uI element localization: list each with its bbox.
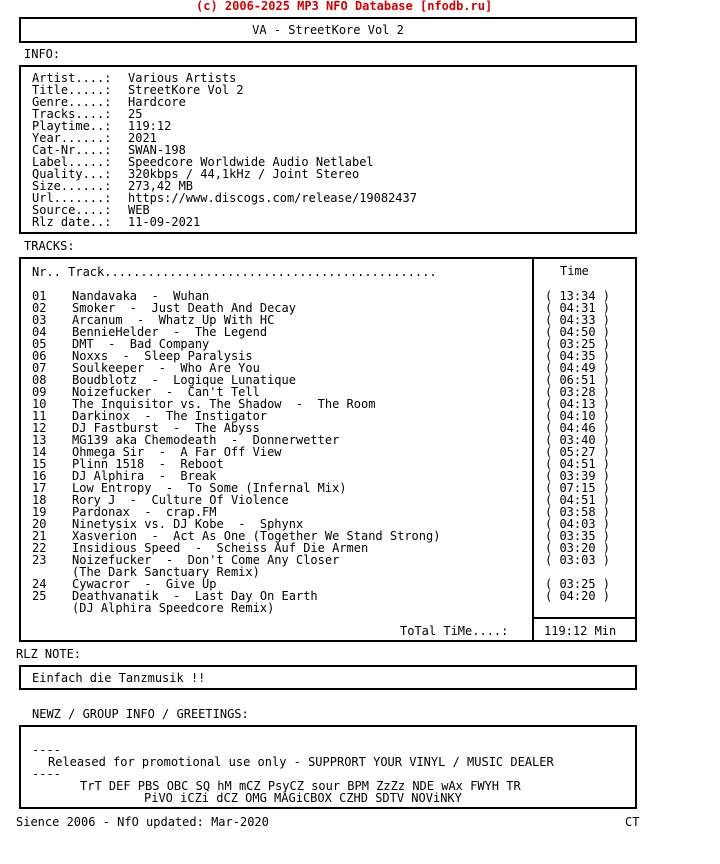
release-title: VA - StreetKore Vol 2 [252, 23, 404, 37]
track-number: 02 [32, 301, 47, 315]
copyright-banner[interactable]: (c) 2006-2025 MP3 NFO Database [nfodb.ru] [196, 0, 493, 13]
track-time: ( 03:25 ) [545, 337, 611, 351]
info-value: 25 [128, 107, 143, 121]
track-title: Deathvanatik - Last Day On Earth [72, 589, 318, 603]
track-title: Noizefucker - Don't Come Any Closer [72, 553, 340, 567]
info-key: Artist....: [32, 71, 112, 85]
tracks-box [19, 257, 637, 642]
info-value: 273,42 MB [128, 179, 194, 193]
track-title: DJ Alphira - Break [72, 469, 217, 483]
total-label: ToTal TiMe....: [400, 624, 509, 638]
track-time: ( 04:10 ) [545, 409, 611, 423]
track-title: Smoker - Just Death And Decay [72, 301, 296, 315]
track-title: Nandavaka - Wuhan [72, 289, 210, 303]
track-time: ( 03:35 ) [545, 529, 611, 543]
track-number: 19 [32, 505, 47, 519]
track-time: ( 04:13 ) [545, 397, 611, 411]
track-title: The Inquisitor vs. The Shadow - The Room [72, 397, 376, 411]
track-title: Insidious Speed - Scheiss Auf Die Armen [72, 541, 369, 555]
info-key: Playtime..: [32, 119, 112, 133]
track-time: ( 04:51 ) [545, 457, 611, 471]
track-time: ( 04:33 ) [545, 313, 611, 327]
track-title: Boudblotz - Logique Lunatique [72, 373, 296, 387]
time-header: Time [560, 264, 589, 278]
track-number: 20 [32, 517, 47, 531]
greetings-line-1: TrT DEF PBS OBC SQ hM mCZ PsyCZ sour BPM ZzZz NDE wAx FWYH TR [80, 779, 521, 793]
track-subtitle: (DJ Alphira Speedcore Remix) [72, 601, 275, 615]
rlz-note-heading: RLZ NOTE: [16, 647, 82, 661]
info-key: Cat-Nr....: [32, 143, 112, 157]
footer-initials: CT [625, 815, 640, 829]
track-title: Ninetysix vs. DJ Kobe - Sphynx [72, 517, 304, 531]
track-time: ( 04:46 ) [545, 421, 611, 435]
track-title: Noizefucker - Can't Tell [72, 385, 260, 399]
track-number: 06 [32, 349, 47, 363]
track-number: 14 [32, 445, 47, 459]
info-key: Tracks....: [32, 107, 112, 121]
track-title: Ohmega Sir - A Far Off View [72, 445, 282, 459]
track-title: Low Entropy - To Some (Infernal Mix) [72, 481, 347, 495]
track-number: 13 [32, 433, 47, 447]
info-value: WEB [128, 203, 150, 217]
info-heading: INFO: [24, 47, 61, 61]
track-time: ( 03:20 ) [545, 541, 611, 555]
info-value: StreetKore Vol 2 [128, 83, 244, 97]
track-number: 24 [32, 577, 47, 591]
track-title: Cywacror - Give Up [72, 577, 217, 591]
track-title: MG139 aka Chemodeath - Donnerwetter [72, 433, 340, 447]
track-number: 17 [32, 481, 47, 495]
track-title: Xasverion - Act As One (Together We Stand Strong) [72, 529, 441, 543]
track-time: ( 06:51 ) [545, 373, 611, 387]
track-subtitle: (The Dark Sanctuary Remix) [72, 565, 260, 579]
track-title: Noxxs - Sleep Paralysis [72, 349, 253, 363]
total-time: 119:12 Min [544, 624, 617, 638]
track-title: DJ Fastburst - The Abyss [72, 421, 260, 435]
track-number: 12 [32, 421, 47, 435]
info-value: Hardcore [128, 95, 186, 109]
title-box [19, 17, 637, 43]
info-box [19, 65, 637, 234]
info-value: 119:12 [128, 119, 172, 133]
news-dash-top: ---- [32, 743, 61, 757]
track-number: 11 [32, 409, 47, 423]
track-number: 01 [32, 289, 47, 303]
track-time: ( 04:31 ) [545, 301, 611, 315]
info-value: Various Artists [128, 71, 237, 85]
rlz-note-text: Einfach die Tanzmusik !! [32, 671, 206, 685]
track-number: 09 [32, 385, 47, 399]
news-dash-bottom: ---- [32, 767, 61, 781]
track-time: ( 04:50 ) [545, 325, 611, 339]
track-number: 23 [32, 553, 47, 567]
track-time: ( 13:34 ) [545, 289, 611, 303]
track-number: 05 [32, 337, 47, 351]
track-time: ( 03:28 ) [545, 385, 611, 399]
info-key: Year......: [32, 131, 112, 145]
rlz-note-box [19, 665, 637, 690]
info-key: Size......: [32, 179, 112, 193]
info-value: 11-09-2021 [128, 215, 201, 229]
track-title: Rory J - Culture Of Violence [72, 493, 289, 507]
info-key: Url.......: [32, 191, 112, 205]
news-line: Released for promotional use only - SUPPRORT YOUR VINYL / MUSIC DEALER [48, 755, 554, 769]
track-time: ( 05:27 ) [545, 445, 611, 459]
track-number: 15 [32, 457, 47, 471]
greetings-line-2: PiVO iCZi dCZ OMG MAGiCBOX CZHD SDTV NOViNKY [144, 791, 462, 805]
track-title: BennieHelder - The Legend [72, 325, 268, 339]
column-divider [532, 259, 534, 640]
track-time: ( 03:58 ) [545, 505, 611, 519]
track-number: 25 [32, 589, 47, 603]
info-key: Quality...: [32, 167, 112, 181]
info-value: 2021 [128, 131, 157, 145]
track-title: Darkinox - The Instigator [72, 409, 268, 423]
news-box [19, 725, 637, 809]
tracks-header: Nr.. Track.............................................. [32, 265, 437, 279]
track-time: ( 03:39 ) [545, 469, 611, 483]
track-time: ( 03:25 ) [545, 577, 611, 591]
footer-updated: Sience 2006 - NfO updated: Mar-2020 [16, 815, 269, 829]
news-heading: NEWZ / GROUP INFO / GREETINGS: [32, 707, 249, 721]
track-number: 18 [32, 493, 47, 507]
track-time: ( 04:20 ) [545, 589, 611, 603]
track-time: ( 04:35 ) [545, 349, 611, 363]
track-number: 10 [32, 397, 47, 411]
tracks-heading: TRACKS: [24, 239, 75, 253]
track-number: 08 [32, 373, 47, 387]
track-title: DMT - Bad Company [72, 337, 210, 351]
track-number: 21 [32, 529, 47, 543]
track-title: Pardonax - crap.FM [72, 505, 217, 519]
track-time: ( 04:51 ) [545, 493, 611, 507]
info-key: Source....: [32, 203, 112, 217]
info-value: https://www.discogs.com/release/19082437 [128, 191, 417, 205]
track-title: Arcanum - Whatz Up With HC [72, 313, 275, 327]
total-divider [532, 617, 635, 619]
track-time: ( 04:03 ) [545, 517, 611, 531]
track-number: 04 [32, 325, 47, 339]
info-key: Label.....: [32, 155, 112, 169]
track-number: 16 [32, 469, 47, 483]
track-number: 22 [32, 541, 47, 555]
info-value: SWAN-198 [128, 143, 186, 157]
track-time: ( 04:49 ) [545, 361, 611, 375]
track-time: ( 03:40 ) [545, 433, 611, 447]
track-number: 07 [32, 361, 47, 375]
info-key: Genre.....: [32, 95, 112, 109]
track-time: ( 03:03 ) [545, 553, 611, 567]
track-time: ( 07:15 ) [545, 481, 611, 495]
track-title: Soulkeeper - Who Are You [72, 361, 260, 375]
info-value: 320kbps / 44,1kHz / Joint Stereo [128, 167, 360, 181]
info-key: Title.....: [32, 83, 112, 97]
info-key: Rlz date..: [32, 215, 112, 229]
info-value: Speedcore Worldwide Audio Netlabel [128, 155, 374, 169]
track-number: 03 [32, 313, 47, 327]
track-title: Plinn 1518 - Reboot [72, 457, 224, 471]
